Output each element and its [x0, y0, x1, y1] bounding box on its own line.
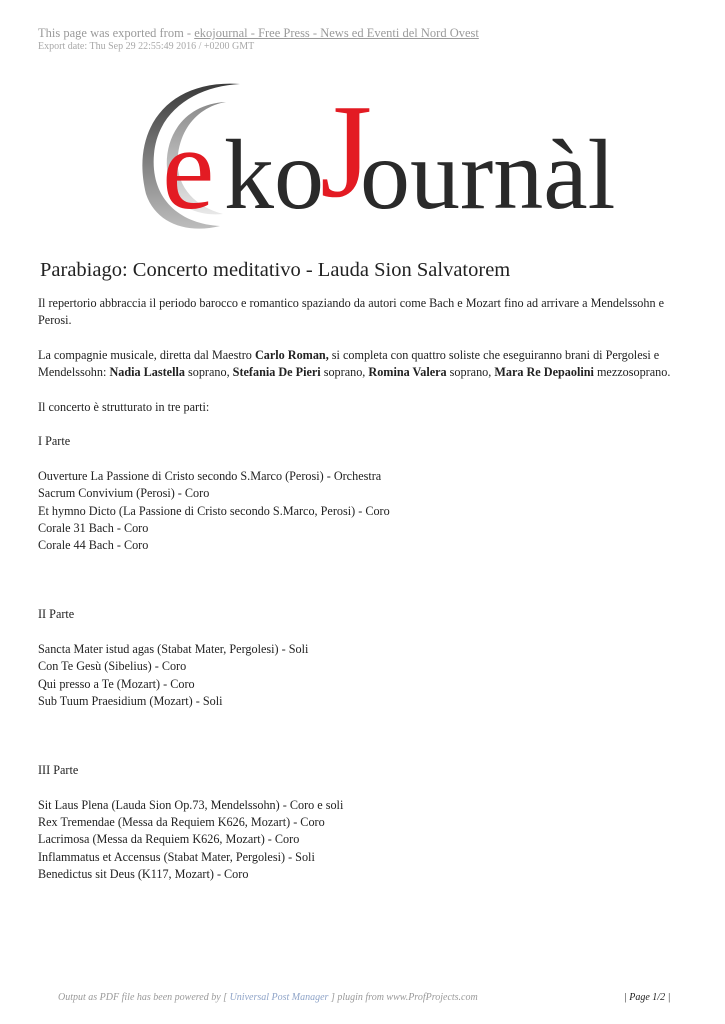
part1-heading: I Parte — [38, 434, 71, 449]
program-item: Benedictus sit Deus (K117, Mozart) - Coro — [38, 866, 249, 881]
plugin-link[interactable]: Universal Post Manager — [229, 992, 329, 1003]
company-text-3: soprano, — [184, 365, 233, 380]
article-body — [38, 295, 688, 883]
company-text-4: soprano, — [320, 365, 369, 380]
logo-letter-j: J — [320, 77, 373, 225]
intro-paragraph: Il repertorio abbraccia il periodo barocco e romantico spaziando da autori come Bach e Mozart fino ad arrivare a Mendelssohn e Perosi. — [38, 296, 665, 328]
soloist-name: Mara Re Depaolini — [494, 365, 594, 380]
program-item: Con Te Gesù (Sibelius) - Coro — [38, 659, 187, 674]
program-item: Lacrimosa (Messa da Requiem K626, Mozart) - Coro — [38, 832, 300, 847]
export-source-prefix: This page was exported from - — [38, 26, 195, 40]
part2-heading: II Parte — [38, 607, 75, 622]
soloist-name: Nadia Lastella — [109, 365, 185, 380]
program-item: Inflammatus et Accensus (Stabat Mater, Pergolesi) - Soli — [38, 849, 315, 864]
program-item: Sub Tuum Praesidium (Mozart) - Soli — [38, 693, 223, 708]
logo-letter-e: e — [162, 103, 215, 234]
program-item: Corale 31 Bach - Coro — [38, 520, 149, 535]
article-title: Parabiago: Concerto meditativo - Lauda Sion Salvatorem — [40, 259, 511, 281]
export-date: Export date: Thu Sep 29 22:55:49 2016 / +0200 GMT — [38, 41, 255, 52]
company-text-5: soprano, — [446, 365, 495, 380]
company-paragraph — [38, 347, 688, 382]
conductor-name: Carlo Roman, — [254, 347, 329, 362]
company-text-2: si completa con quattro soliste che eseguiranno brani di Pergolesi e Mendelssohn: — [38, 347, 660, 380]
part3-heading: III Parte — [38, 763, 79, 778]
logo-letters-ournal: ournàl — [360, 119, 616, 230]
company-text-1: La compagnie musicale, diretta dal Maestro — [38, 347, 255, 362]
export-header — [38, 26, 479, 54]
program-item: Corale 44 Bach - Coro — [38, 538, 149, 553]
program-item: Qui presso a Te (Mozart) - Coro — [38, 676, 195, 691]
export-source-link[interactable]: ekojournal - Free Press - News ed Eventi del Nord Ovest — [194, 26, 479, 40]
ekojournal-logo[interactable] — [128, 74, 638, 234]
soloist-name: Stefania De Pieri — [232, 365, 321, 380]
program-item: Sancta Mater istud agas (Stabat Mater, Pergolesi) - Soli — [38, 641, 309, 656]
program-item: Ouverture La Passione di Cristo secondo S.Marco (Perosi) - Orchestra — [38, 468, 382, 483]
soloist-name: Romina Valera — [368, 365, 447, 380]
program-item: Sacrum Convivium (Perosi) - Coro — [38, 486, 210, 501]
export-source-line — [38, 26, 479, 40]
structure-paragraph: Il concerto è strutturato in tre parti: — [38, 399, 210, 414]
page-number: | Page 1/2 | — [624, 992, 671, 1003]
company-text-6: mezzosoprano. — [593, 365, 671, 380]
powered-suffix: ] plugin from www.ProfProjects.com — [328, 992, 478, 1003]
program-item: Et hymno Dicto (La Passione di Cristo secondo S.Marco, Perosi) - Coro — [38, 503, 390, 518]
powered-by-line — [58, 992, 478, 1003]
program-item: Sit Laus Plena (Lauda Sion Op.73, Mendelssohn) - Coro e soli — [38, 797, 344, 812]
powered-prefix: Output as PDF file has been powered by [ — [58, 992, 230, 1003]
program-item: Rex Tremendae (Messa da Requiem K626, Mozart) - Coro — [38, 814, 325, 829]
logo-letters-ko: ko — [224, 119, 324, 230]
